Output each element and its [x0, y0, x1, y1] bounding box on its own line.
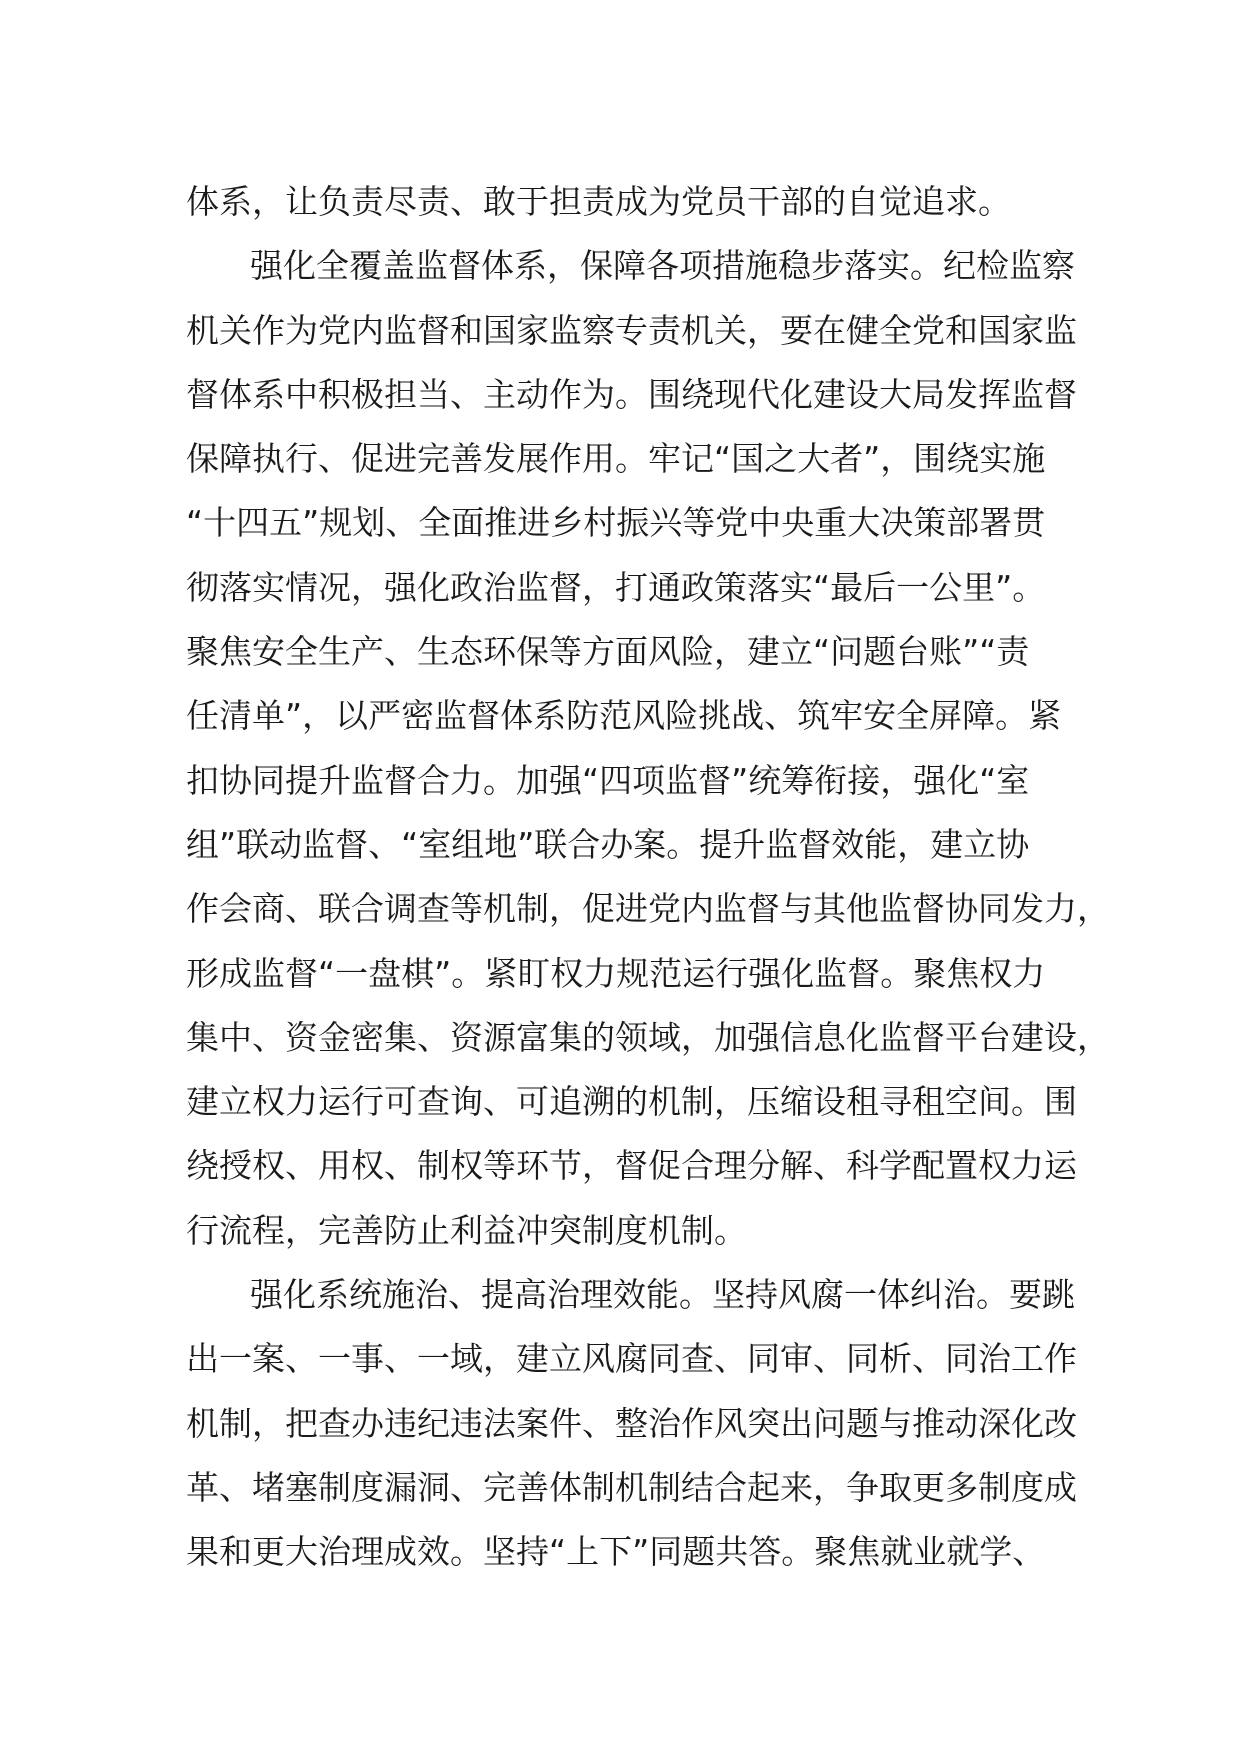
text-line: “十四五”规划、全面推进乡村振兴等党中央重大决策部署贯	[186, 503, 1046, 543]
paragraph-first-line: 强化系统施治、提高治理效能。坚持风腐一体纠治。要跳	[250, 1275, 1075, 1315]
text-line: 果和更大治理成效。坚持“上下”同题共答。聚焦就业就学、	[186, 1532, 1046, 1572]
text-line: 作会商、联合调查等机制，促进党内监督与其他监督协同发力，	[186, 889, 1110, 929]
text-line: 组”联动监督、“室组地”联合办案。提升监督效能，建立协	[186, 824, 1030, 864]
text-line: 扣协同提升监督合力。加强“四项监督”统筹衔接，强化“室	[186, 760, 1030, 800]
text-line: 绕授权、用权、制权等环节，督促合理分解、科学配置权力运	[186, 1146, 1077, 1186]
text-line: 行流程，完善防止利益冲突制度机制。	[186, 1210, 747, 1250]
text-line: 机制，把查办违纪违法案件、整治作风突出问题与推动深化改	[186, 1403, 1077, 1443]
text-line: 彻落实情况，强化政治监督，打通政策落实“最后一公里”。	[186, 567, 1046, 607]
text-line: 体系，让负责尽责、敢于担责成为党员干部的自觉追求。	[186, 182, 1011, 221]
text-line: 出一案、一事、一域，建立风腐同查、同审、同析、同治工作	[186, 1339, 1077, 1379]
text-line: 革、堵塞制度漏洞、完善体制机制结合起来，争取更多制度成	[186, 1467, 1077, 1507]
text-line: 督体系中积极担当、主动作为。围绕现代化建设大局发挥监督	[186, 374, 1077, 414]
text-line: 建立权力运行可查询、可追溯的机制，压缩设租寻租空间。围	[186, 1082, 1077, 1122]
body-text	[186, 170, 1110, 1585]
text-line: 机关作为党内监督和国家监察专责机关，要在健全党和国家监	[186, 310, 1077, 350]
text-line: 形成监督“一盘棋”。紧盯权力规范运行强化监督。聚焦权力	[186, 953, 1046, 993]
text-line: 保障执行、促进完善发展作用。牢记“国之大者”，围绕实施	[186, 439, 1046, 479]
text-line: 集中、资金密集、资源富集的领域，加强信息化监督平台建设，	[186, 1017, 1110, 1057]
text-line: 聚焦安全生产、生态环保等方面风险，建立“问题台账”“责	[186, 632, 1030, 672]
paragraph-first-line: 强化全覆盖监督体系，保障各项措施稳步落实。纪检监察	[250, 246, 1075, 286]
text-line: 任清单”，以严密监督体系防范风险挑战、筑牢安全屏障。紧	[186, 696, 1062, 736]
